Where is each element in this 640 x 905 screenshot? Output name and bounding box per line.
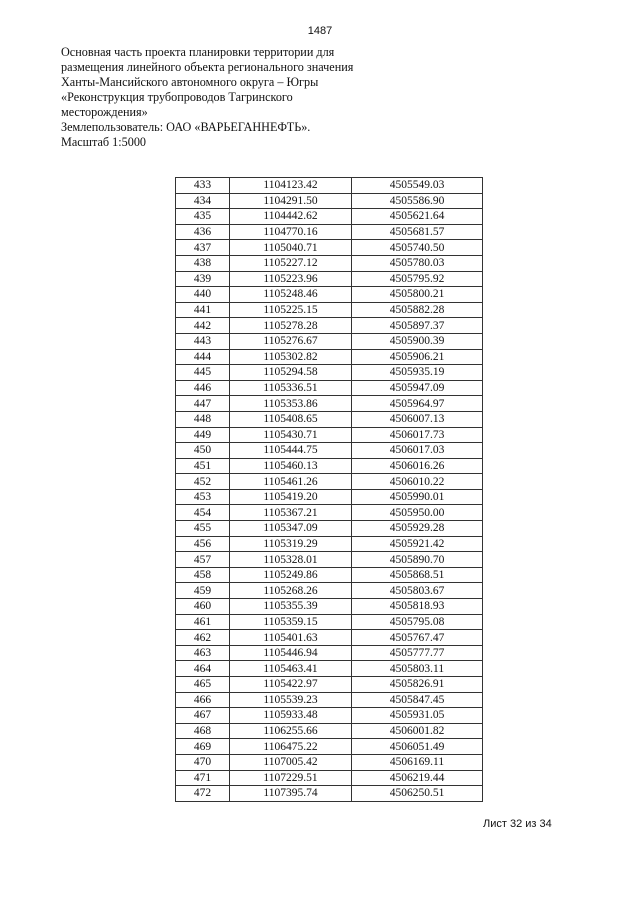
- y-coordinate-cell: 4505586.90: [352, 193, 483, 209]
- page-number: 1487: [307, 25, 333, 37]
- x-coordinate-cell: 1105422.97: [230, 677, 352, 693]
- header-line: «Реконструкция трубопроводов Тагринского: [61, 90, 293, 104]
- y-coordinate-cell: 4505921.42: [352, 536, 483, 552]
- y-coordinate-cell: 4505868.51: [352, 567, 483, 583]
- table-row: [176, 739, 483, 755]
- x-coordinate-cell: 1106255.66: [230, 723, 352, 739]
- y-coordinate-cell: 4505826.91: [352, 677, 483, 693]
- point-number-cell: 436: [176, 224, 230, 240]
- x-coordinate-cell: 1104770.16: [230, 224, 352, 240]
- x-coordinate-cell: 1105227.12: [230, 255, 352, 271]
- y-coordinate-cell: 4505777.77: [352, 645, 483, 661]
- y-coordinate-cell: 4505900.39: [352, 333, 483, 349]
- x-coordinate-cell: 1105223.96: [230, 271, 352, 287]
- table-row: [176, 333, 483, 349]
- table-row: [176, 224, 483, 240]
- x-coordinate-cell: 1105328.01: [230, 552, 352, 568]
- table-row: [176, 552, 483, 568]
- x-coordinate-cell: 1105446.94: [230, 645, 352, 661]
- point-number-cell: 468: [176, 723, 230, 739]
- x-coordinate-cell: 1105460.13: [230, 458, 352, 474]
- point-number-cell: 467: [176, 708, 230, 724]
- table-row: [176, 474, 483, 490]
- table-row: [176, 271, 483, 287]
- header-line: Основная часть проекта планировки территории для: [61, 45, 335, 59]
- y-coordinate-cell: 4505890.70: [352, 552, 483, 568]
- header-line: Землепользователь: ОАО «ВАРЬЕГАННЕФТЬ».: [61, 120, 311, 134]
- point-number-cell: 472: [176, 786, 230, 802]
- x-coordinate-cell: 1105276.67: [230, 333, 352, 349]
- point-number-cell: 463: [176, 645, 230, 661]
- x-coordinate-cell: 1105463.41: [230, 661, 352, 677]
- y-coordinate-cell: 4505935.19: [352, 365, 483, 381]
- table-row: [176, 240, 483, 256]
- y-coordinate-cell: 4505549.03: [352, 178, 483, 194]
- point-number-cell: 459: [176, 583, 230, 599]
- y-coordinate-cell: 4505681.57: [352, 224, 483, 240]
- x-coordinate-cell: 1105040.71: [230, 240, 352, 256]
- table-row: [176, 583, 483, 599]
- x-coordinate-cell: 1105359.15: [230, 614, 352, 630]
- point-number-cell: 456: [176, 536, 230, 552]
- document-header: [61, 45, 391, 150]
- table-row: [176, 443, 483, 459]
- x-coordinate-cell: 1105539.23: [230, 692, 352, 708]
- y-coordinate-cell: 4505990.01: [352, 489, 483, 505]
- x-coordinate-cell: 1105408.65: [230, 411, 352, 427]
- table-row: [176, 708, 483, 724]
- table-row: [176, 692, 483, 708]
- table-row: [176, 255, 483, 271]
- x-coordinate-cell: 1105319.29: [230, 536, 352, 552]
- point-number-cell: 445: [176, 365, 230, 381]
- y-coordinate-cell: 4506250.51: [352, 786, 483, 802]
- x-coordinate-cell: 1105419.20: [230, 489, 352, 505]
- x-coordinate-cell: 1105347.09: [230, 521, 352, 537]
- x-coordinate-cell: 1105461.26: [230, 474, 352, 490]
- point-number-cell: 460: [176, 599, 230, 615]
- point-number-cell: 471: [176, 770, 230, 786]
- point-number-cell: 464: [176, 661, 230, 677]
- point-number-cell: 461: [176, 614, 230, 630]
- table-row: [176, 349, 483, 365]
- point-number-cell: 439: [176, 271, 230, 287]
- point-number-cell: 449: [176, 427, 230, 443]
- point-number-cell: 457: [176, 552, 230, 568]
- table-row: [176, 365, 483, 381]
- point-number-cell: 466: [176, 692, 230, 708]
- x-coordinate-cell: 1105336.51: [230, 380, 352, 396]
- x-coordinate-cell: 1105294.58: [230, 365, 352, 381]
- x-coordinate-cell: 1105302.82: [230, 349, 352, 365]
- x-coordinate-cell: 1105367.21: [230, 505, 352, 521]
- header-line: Ханты-Мансийского автономного округа – Югры: [61, 75, 319, 89]
- x-coordinate-cell: 1104442.62: [230, 209, 352, 225]
- point-number-cell: 458: [176, 567, 230, 583]
- table-row: [176, 380, 483, 396]
- point-number-cell: 447: [176, 396, 230, 412]
- y-coordinate-cell: 4506016.26: [352, 458, 483, 474]
- y-coordinate-cell: 4505897.37: [352, 318, 483, 334]
- point-number-cell: 434: [176, 193, 230, 209]
- table-row: [176, 302, 483, 318]
- table-row: [176, 287, 483, 303]
- table-row: [176, 396, 483, 412]
- y-coordinate-cell: 4505740.50: [352, 240, 483, 256]
- y-coordinate-cell: 4506001.82: [352, 723, 483, 739]
- y-coordinate-cell: 4505621.64: [352, 209, 483, 225]
- table-row: [176, 489, 483, 505]
- point-number-cell: 453: [176, 489, 230, 505]
- header-line: Масштаб 1:5000: [61, 135, 147, 149]
- point-number-cell: 448: [176, 411, 230, 427]
- x-coordinate-cell: 1104123.42: [230, 178, 352, 194]
- point-number-cell: 444: [176, 349, 230, 365]
- sheet-counter: Лист 32 из 34: [483, 818, 552, 830]
- table-row: [176, 521, 483, 537]
- x-coordinate-cell: 1107395.74: [230, 786, 352, 802]
- table-row: [176, 458, 483, 474]
- table-row: [176, 677, 483, 693]
- y-coordinate-cell: 4506017.73: [352, 427, 483, 443]
- x-coordinate-cell: 1105248.46: [230, 287, 352, 303]
- x-coordinate-cell: 1106475.22: [230, 739, 352, 755]
- y-coordinate-cell: 4506219.44: [352, 770, 483, 786]
- coordinates-table: [175, 177, 483, 802]
- table-row: [176, 567, 483, 583]
- x-coordinate-cell: 1105401.63: [230, 630, 352, 646]
- y-coordinate-cell: 4505931.05: [352, 708, 483, 724]
- x-coordinate-cell: 1105225.15: [230, 302, 352, 318]
- table-row: [176, 209, 483, 225]
- point-number-cell: 451: [176, 458, 230, 474]
- point-number-cell: 437: [176, 240, 230, 256]
- y-coordinate-cell: 4505964.97: [352, 396, 483, 412]
- x-coordinate-cell: 1107005.42: [230, 754, 352, 770]
- y-coordinate-cell: 4505767.47: [352, 630, 483, 646]
- x-coordinate-cell: 1105444.75: [230, 443, 352, 459]
- y-coordinate-cell: 4505947.09: [352, 380, 483, 396]
- point-number-cell: 435: [176, 209, 230, 225]
- table-row: [176, 178, 483, 194]
- point-number-cell: 469: [176, 739, 230, 755]
- table-row: [176, 614, 483, 630]
- y-coordinate-cell: 4506169.11: [352, 754, 483, 770]
- point-number-cell: 452: [176, 474, 230, 490]
- x-coordinate-cell: 1105249.86: [230, 567, 352, 583]
- y-coordinate-cell: 4505950.00: [352, 505, 483, 521]
- y-coordinate-cell: 4505882.28: [352, 302, 483, 318]
- point-number-cell: 440: [176, 287, 230, 303]
- point-number-cell: 470: [176, 754, 230, 770]
- y-coordinate-cell: 4505795.92: [352, 271, 483, 287]
- header-line: месторождения»: [61, 105, 148, 119]
- point-number-cell: 462: [176, 630, 230, 646]
- table-row: [176, 427, 483, 443]
- table-row: [176, 505, 483, 521]
- y-coordinate-cell: 4505795.08: [352, 614, 483, 630]
- y-coordinate-cell: 4505800.21: [352, 287, 483, 303]
- point-number-cell: 438: [176, 255, 230, 271]
- table-row: [176, 411, 483, 427]
- y-coordinate-cell: 4505929.28: [352, 521, 483, 537]
- point-number-cell: 455: [176, 521, 230, 537]
- point-number-cell: 441: [176, 302, 230, 318]
- table-row: [176, 754, 483, 770]
- table-row: [176, 645, 483, 661]
- point-number-cell: 454: [176, 505, 230, 521]
- point-number-cell: 446: [176, 380, 230, 396]
- y-coordinate-cell: 4506051.49: [352, 739, 483, 755]
- y-coordinate-cell: 4505780.03: [352, 255, 483, 271]
- point-number-cell: 442: [176, 318, 230, 334]
- point-number-cell: 443: [176, 333, 230, 349]
- x-coordinate-cell: 1105268.26: [230, 583, 352, 599]
- table-row: [176, 770, 483, 786]
- x-coordinate-cell: 1105355.39: [230, 599, 352, 615]
- x-coordinate-cell: 1105933.48: [230, 708, 352, 724]
- table-row: [176, 630, 483, 646]
- table-row: [176, 661, 483, 677]
- header-line: размещения линейного объекта регионального значения: [61, 60, 354, 74]
- y-coordinate-cell: 4505847.45: [352, 692, 483, 708]
- x-coordinate-cell: 1107229.51: [230, 770, 352, 786]
- x-coordinate-cell: 1104291.50: [230, 193, 352, 209]
- table-row: [176, 599, 483, 615]
- point-number-cell: 465: [176, 677, 230, 693]
- y-coordinate-cell: 4505803.11: [352, 661, 483, 677]
- table-row: [176, 318, 483, 334]
- y-coordinate-cell: 4505818.93: [352, 599, 483, 615]
- point-number-cell: 450: [176, 443, 230, 459]
- table-row: [176, 193, 483, 209]
- y-coordinate-cell: 4506010.22: [352, 474, 483, 490]
- y-coordinate-cell: 4505803.67: [352, 583, 483, 599]
- point-number-cell: 433: [176, 178, 230, 194]
- y-coordinate-cell: 4506017.03: [352, 443, 483, 459]
- table-row: [176, 536, 483, 552]
- table-row: [176, 723, 483, 739]
- x-coordinate-cell: 1105430.71: [230, 427, 352, 443]
- x-coordinate-cell: 1105353.86: [230, 396, 352, 412]
- y-coordinate-cell: 4506007.13: [352, 411, 483, 427]
- x-coordinate-cell: 1105278.28: [230, 318, 352, 334]
- y-coordinate-cell: 4505906.21: [352, 349, 483, 365]
- table-row: [176, 786, 483, 802]
